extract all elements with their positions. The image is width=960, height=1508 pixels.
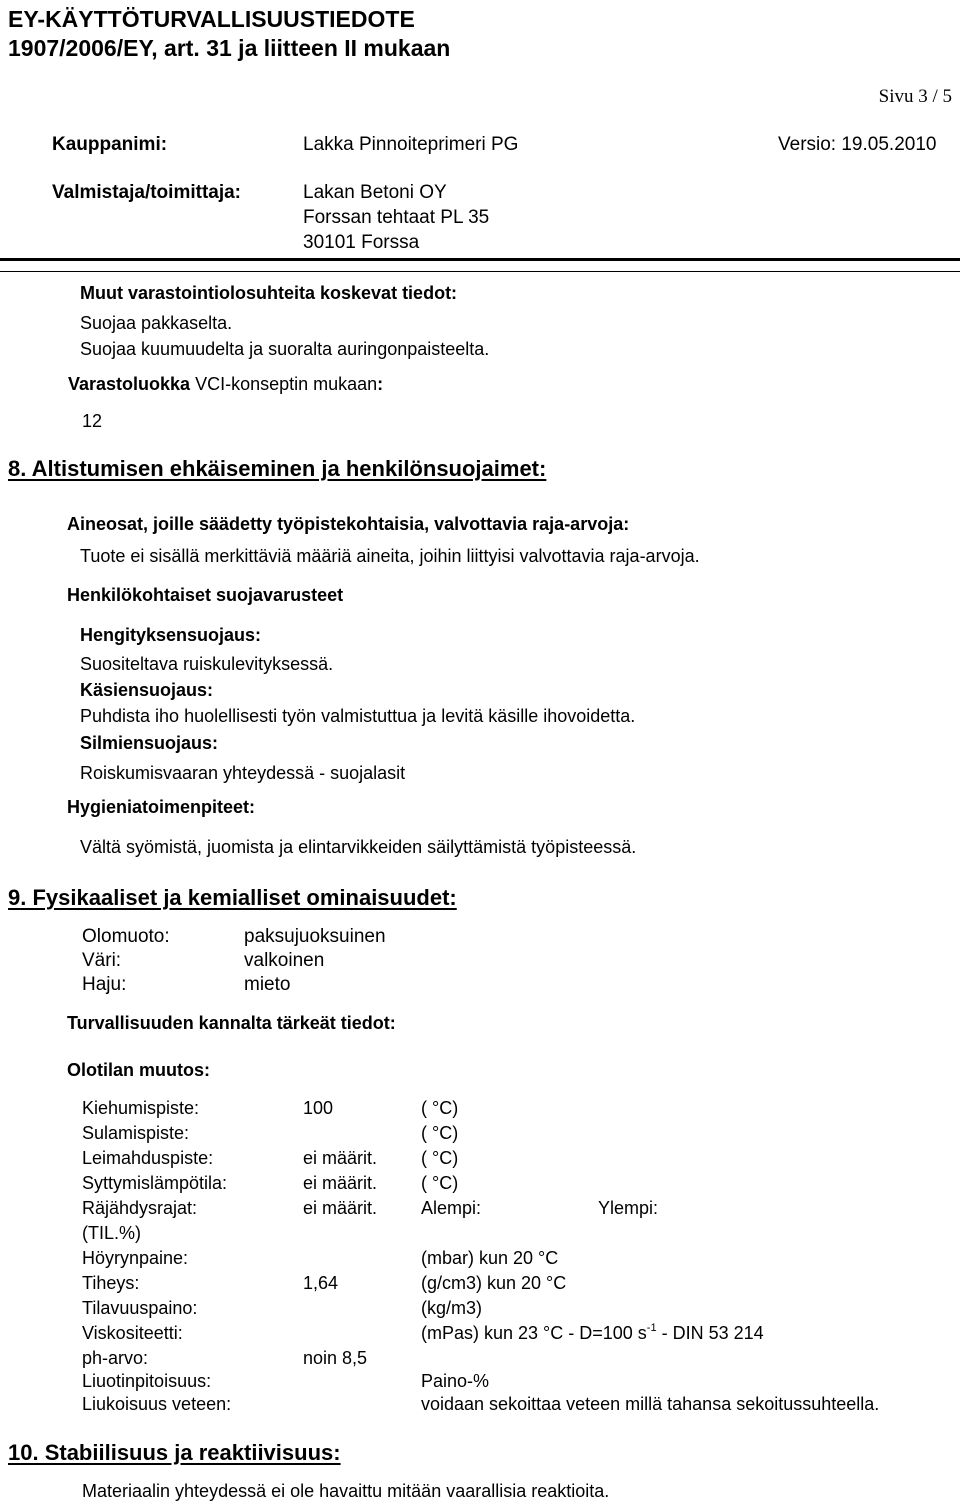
storage-line: Suojaa kuumuudelta ja suoralta auringonpaisteelta. (80, 339, 490, 359)
prop-label: Sulamispiste: (82, 1123, 190, 1143)
storage-class-label: Varastoluokka VCI-konseptin mukaan: (68, 374, 384, 394)
state-heading: Olotilan muutos: (67, 1060, 210, 1080)
tradename-value: Lakka Pinnoiteprimeri PG (303, 134, 519, 155)
hygiene-text: Vältä syömistä, juomista ja elintarvikkeiden säilyttämistä työpisteessä. (80, 837, 637, 857)
prop-label: Syttymislämpötila: (82, 1173, 228, 1193)
hand-label: Käsiensuojaus: (80, 680, 214, 700)
prop-unit: (mPas) kun 23 °C - D=100 $s^{-1}$ - DIN 53 214 (421, 1322, 764, 1343)
manufacturer-label: Valmistaja/toimittaja: (52, 182, 242, 203)
limits-heading: Aineosat, joille säädetty työpistekohtaisia, valvottavia raja-arvoja: (67, 514, 630, 534)
storage-class-value: 12 (82, 411, 103, 431)
prop-label: Leimahduspiste: (82, 1148, 214, 1168)
prop-label: Viskositeetti: (82, 1323, 183, 1343)
prop-value: ei määrit. (303, 1198, 378, 1218)
safety-heading: Turvallisuuden kannalta tärkeät tiedot: (67, 1013, 396, 1033)
ppe-heading: Henkilökohtaiset suojavarusteet (67, 585, 344, 605)
prop-label: Räjähdysrajat: (82, 1198, 198, 1218)
prop-unit: (g/cm3) kun 20 °C (421, 1273, 567, 1293)
manufacturer-line: 30101 Forssa (303, 232, 420, 253)
section-8-heading: 8. Altistumisen ehkäiseminen ja henkilönsuojaimet: (8, 456, 547, 481)
prop-extra: Ylempi: (598, 1198, 659, 1218)
header-rule (0, 258, 960, 261)
prop-value: ei määrit. (303, 1173, 378, 1193)
section-10-text: Materiaalin yhteydessä ei ole havaittu mitään vaarallisia reaktioita. (82, 1481, 610, 1501)
prop-unit: voidaan sekoittaa veteen millä tahansa sekoitussuhteella. (421, 1394, 880, 1414)
limits-text: Tuote ei sisällä merkittäviä määriä aineita, joihin liittyisi valvottavia raja-arvoja. (80, 546, 700, 566)
prop-label: (TIL.%) (82, 1223, 142, 1243)
prop-label: Liuotinpitoisuus: (82, 1371, 212, 1391)
odor-value: mieto (244, 974, 291, 995)
prop-value: 100 (303, 1098, 334, 1118)
form-label: Olomuoto: (82, 926, 170, 947)
prop-label: Höyrynpaine: (82, 1248, 189, 1268)
manufacturer-line: Lakan Betoni OY (303, 182, 447, 203)
manufacturer-line: Forssan tehtaat PL 35 (303, 207, 490, 228)
prop-value: ei määrit. (303, 1148, 378, 1168)
form-value: paksujuoksuinen (244, 926, 386, 947)
prop-value: 1,64 (303, 1273, 339, 1293)
document-subtitle: 1907/2006/EY, art. 31 ja liitteen II mukaan (8, 35, 451, 61)
hygiene-label: Hygieniatoimenpiteet: (67, 797, 256, 817)
prop-unit: (mbar) kun 20 °C (421, 1248, 559, 1268)
section-10-heading: 10. Stabiilisuus ja reaktiivisuus: (8, 1440, 341, 1465)
respiratory-label: Hengityksensuojaus: (80, 625, 262, 645)
prop-unit: ( °C) (421, 1173, 459, 1193)
section-9-heading: 9. Fysikaaliset ja kemialliset ominaisuudet: (8, 885, 457, 910)
header-rule-thin (0, 271, 960, 272)
color-label: Väri: (82, 950, 122, 971)
prop-label: ph-arvo: (82, 1348, 149, 1368)
storage-heading: Muut varastointiolosuhteita koskevat tiedot: (80, 283, 458, 303)
version: Versio: 19.05.2010 (778, 134, 937, 155)
hand-text: Puhdista iho huolellisesti työn valmistuttua ja levitä käsille ihovoidetta. (80, 706, 636, 726)
prop-unit: Alempi: (421, 1198, 482, 1218)
prop-label: Liukoisuus veteen: (82, 1394, 232, 1414)
color-value: valkoinen (244, 950, 325, 971)
eye-text: Roiskumisvaaran yhteydessä - suojalasit (80, 763, 406, 783)
tradename-label: Kauppanimi: (52, 134, 168, 155)
respiratory-text: Suositeltava ruiskulevityksessä. (80, 654, 334, 674)
document-title: EY-KÄYTTÖTURVALLISUUSTIEDOTE (8, 6, 415, 32)
page-number: Sivu 3 / 5 (878, 86, 952, 107)
prop-unit: ( °C) (421, 1148, 459, 1168)
prop-label: Tiheys: (82, 1273, 140, 1293)
eye-label: Silmiensuojaus: (80, 733, 219, 753)
prop-unit: ( °C) (421, 1098, 459, 1118)
prop-label: Tilavuuspaino: (82, 1298, 198, 1318)
prop-unit: ( °C) (421, 1123, 459, 1143)
prop-unit: Paino-% (421, 1371, 490, 1391)
prop-label: Kiehumispiste: (82, 1098, 200, 1118)
storage-line: Suojaa pakkaselta. (80, 313, 233, 333)
prop-value: noin 8,5 (303, 1348, 368, 1368)
prop-unit: (kg/m3) (421, 1298, 483, 1318)
odor-label: Haju: (82, 974, 127, 995)
